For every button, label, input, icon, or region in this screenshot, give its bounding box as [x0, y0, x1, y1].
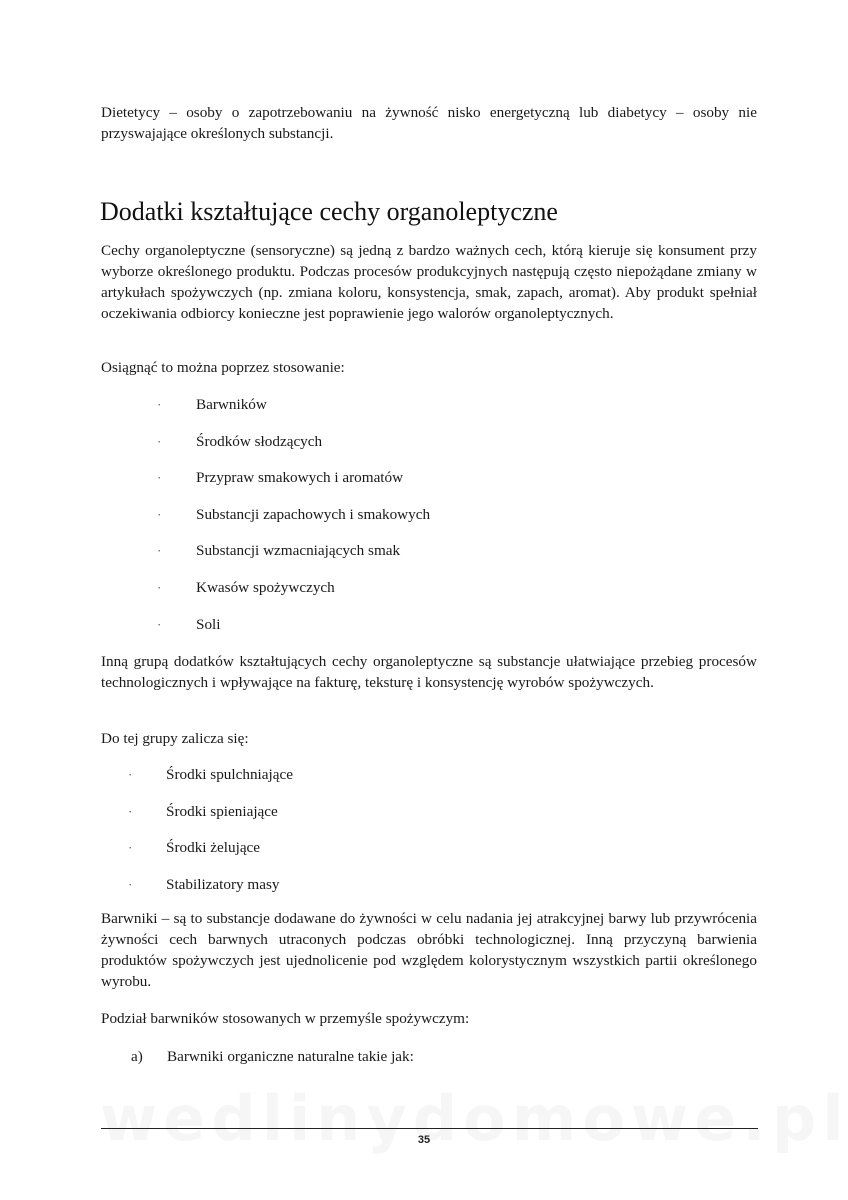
- technological-additives-list: [0, 764, 848, 910]
- list-item: [0, 540, 848, 577]
- bullet-icon: ·: [157, 506, 162, 522]
- paragraph-group-includes: Do tej grupy zalicza się:: [101, 730, 249, 747]
- bullet-icon: ·: [157, 543, 162, 559]
- list-item-text: Przypraw smakowych i aromatów: [196, 469, 404, 487]
- list-item-text: Środki spulchniające: [166, 766, 293, 783]
- enumeration-text: Barwniki organiczne naturalne takie jak:: [167, 1048, 414, 1065]
- bullet-icon: ·: [128, 767, 133, 782]
- bullet-icon: ·: [128, 803, 133, 819]
- list-item-text: Stabilizatory masy: [166, 875, 280, 893]
- intro-paragraph: Dietetycy – osoby o zapotrzebowaniu na żywność nisko energetyczną lub diabetycy – osoby nie przyswajające określonych substancji.: [101, 104, 757, 142]
- list-item: [0, 614, 848, 651]
- paragraph-colorants: Barwniki – są to substancje dodawane do żywności w celu nadania jej atrakcyjnej barwy lub przywrócenia żywności cech barwnych utraconych podczas obróbki technologicznej. Inną przyczyną barwienia produktów spożywczych jest ujednolicenie pod względem kolorystycznym wszystkich partii określonego wyrobu.: [101, 910, 757, 990]
- bullet-icon: ·: [157, 616, 162, 632]
- list-item-text: Środki żelujące: [166, 839, 261, 857]
- bullet-icon: ·: [157, 433, 162, 449]
- list-item-text: Kwasów spożywczych: [196, 578, 335, 596]
- bullet-icon: ·: [157, 470, 162, 486]
- paragraph-achieve-by: Osiągnąć to można poprzez stosowanie:: [101, 359, 345, 376]
- enumeration-marker: a): [131, 1048, 143, 1065]
- list-item-text: Substancji zapachowych i smakowych: [196, 505, 431, 523]
- paragraph-colorant-division: Podział barwników stosowanych w przemyśle spożywczym:: [101, 1010, 470, 1027]
- list-item: [0, 394, 848, 431]
- bullet-icon: ·: [128, 840, 133, 856]
- list-item-text: Substancji wzmacniających smak: [196, 542, 401, 560]
- page-number: 35: [417, 1134, 431, 1146]
- list-item-text: Soli: [196, 615, 221, 633]
- list-item: [0, 874, 848, 911]
- list-item: [0, 431, 848, 468]
- list-item-text: Środków słodzących: [196, 432, 323, 450]
- list-item: [0, 467, 848, 504]
- list-item: [0, 801, 848, 838]
- list-item: [0, 577, 848, 614]
- bullet-icon: ·: [128, 876, 133, 892]
- list-item-text: Barwników: [196, 396, 267, 413]
- additives-list: [0, 394, 848, 650]
- footer-divider: [101, 1128, 758, 1129]
- section-heading: Dodatki kształtujące cechy organoleptyczne: [100, 197, 558, 226]
- paragraph-other-group: Inną grupą dodatków kształtujących cechy organoleptyczne są substancje ułatwiające przebieg procesów technologicznych i wpływające na fakturę, teksturę i konsystencję wyrobów spożywczych.: [101, 653, 757, 691]
- list-item: [0, 504, 848, 541]
- list-item: [0, 764, 848, 801]
- list-item: [0, 837, 848, 874]
- bullet-icon: ·: [157, 397, 162, 412]
- list-item-text: Środki spieniające: [166, 802, 278, 820]
- bullet-icon: ·: [157, 579, 162, 595]
- paragraph-organoleptic-intro: Cechy organoleptyczne (sensoryczne) są jedną z bardzo ważnych cech, którą kieruje się konsument przy wyborze określonego produktu. Podczas procesów produkcyjnych następują często niepożądane zmiany w artykułach spożywczych (np. zmiana koloru, konsystencja, smak, zapach, aromat). Aby produkt spełniał oczekiwania odbiorcy konieczne jest poprawienie jego walorów organoleptycznych.: [101, 242, 757, 322]
